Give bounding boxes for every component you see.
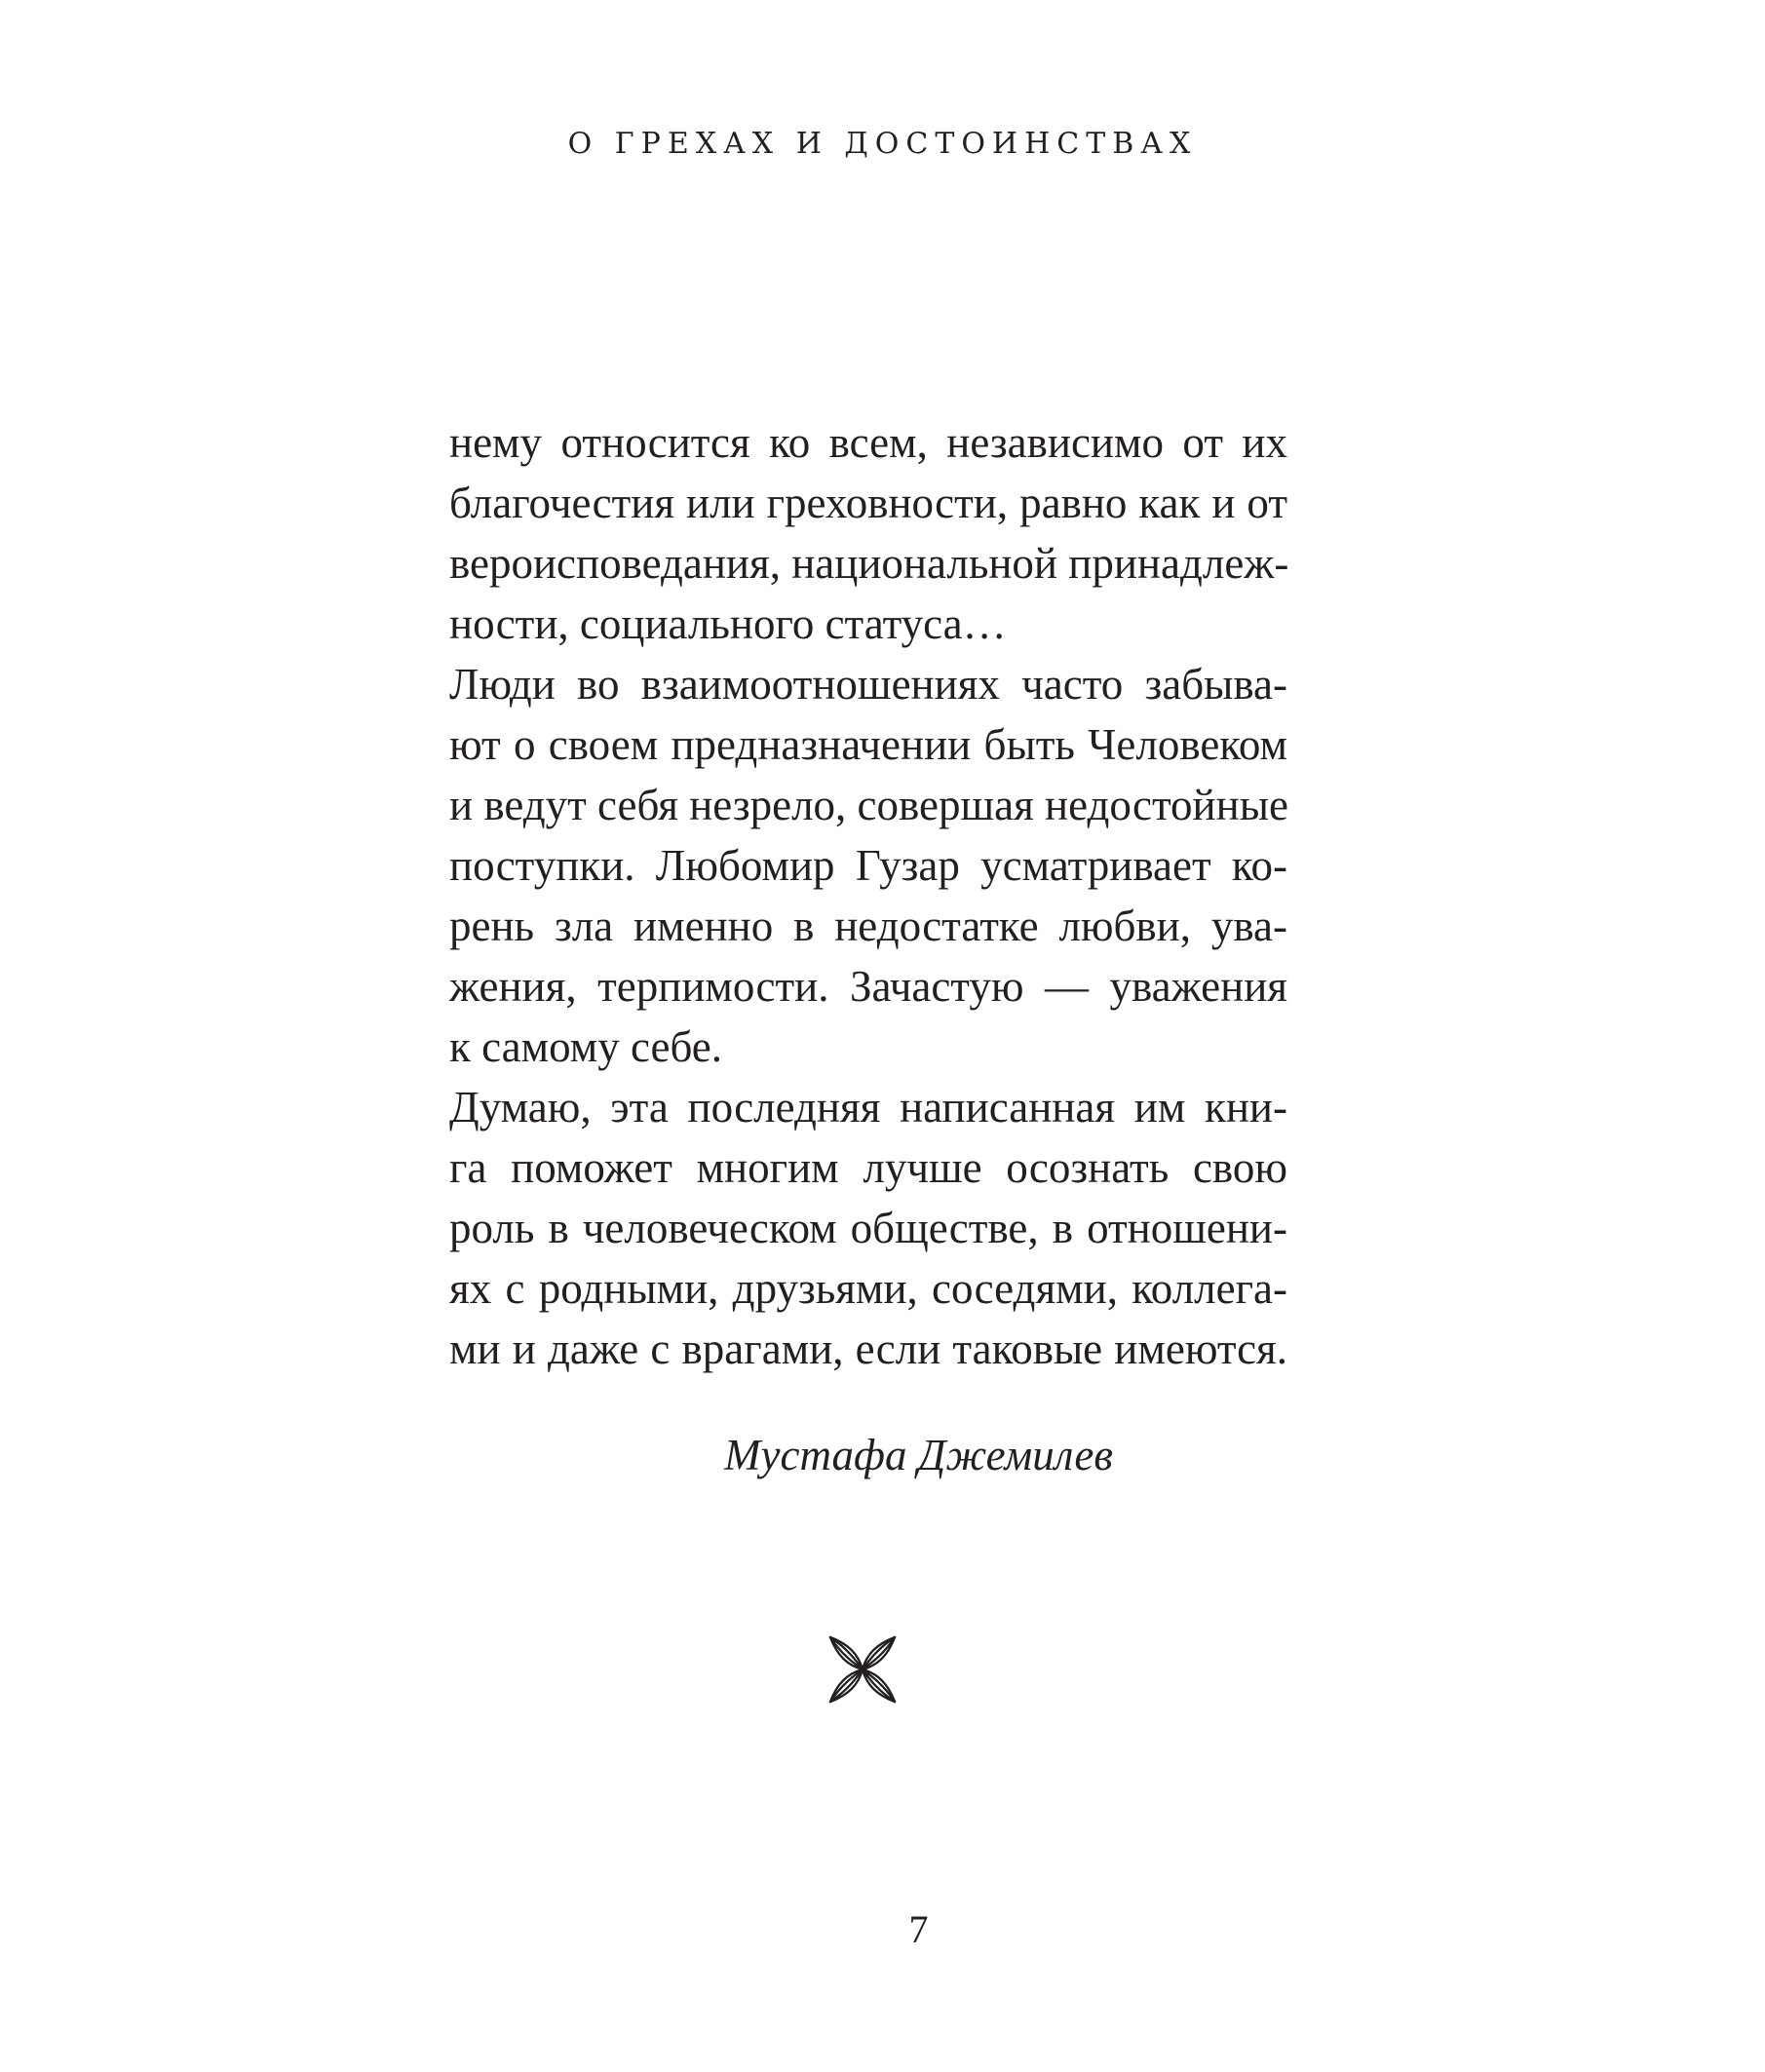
page-number: 7	[908, 1907, 929, 1951]
text-line: благочестия или греховности, равно как и от	[449, 479, 1287, 527]
text-line: поступки. Любомир Гузар усматривает ко-	[449, 841, 1287, 890]
text-line: роль в человеческом обществе, в отношени-	[449, 1204, 1287, 1252]
text-line: ях с родными, друзьями, соседями, коллега-	[449, 1264, 1287, 1313]
text-line: ми и даже с врагами, если таковые имеются.	[449, 1324, 1287, 1373]
running-head: О ГРЕХАХ И ДОСТОИНСТВАХ	[567, 127, 1198, 161]
four-petal-ornament-icon	[827, 1634, 898, 1705]
text-line: ности, социального статуса…	[449, 599, 1007, 648]
text-line: вероисповедания, национальной принадлеж-	[449, 539, 1289, 588]
text-line: жения, терпимости. Зачастую — уважения	[449, 962, 1287, 1011]
text-line: Люди во взаимоотношениях часто забыва-	[449, 660, 1287, 709]
text-line: Думаю, эта последняя написанная им кни-	[449, 1083, 1287, 1132]
author-signature: Мустафа Джемилев	[724, 1431, 1113, 1479]
text-line: ют о своем предназначении быть Человеком	[449, 720, 1287, 769]
text-line: нему относится ко всем, независимо от их	[449, 418, 1287, 467]
body-text	[449, 412, 1287, 1379]
text-line: га поможет многим лучше осознать свою	[449, 1143, 1287, 1192]
text-line: и ведут себя незрело, совершая недостойные	[449, 781, 1288, 829]
text-line: рень зла именно в недостатке любви, ува-	[449, 902, 1287, 950]
text-line: к самому себе.	[449, 1022, 722, 1071]
